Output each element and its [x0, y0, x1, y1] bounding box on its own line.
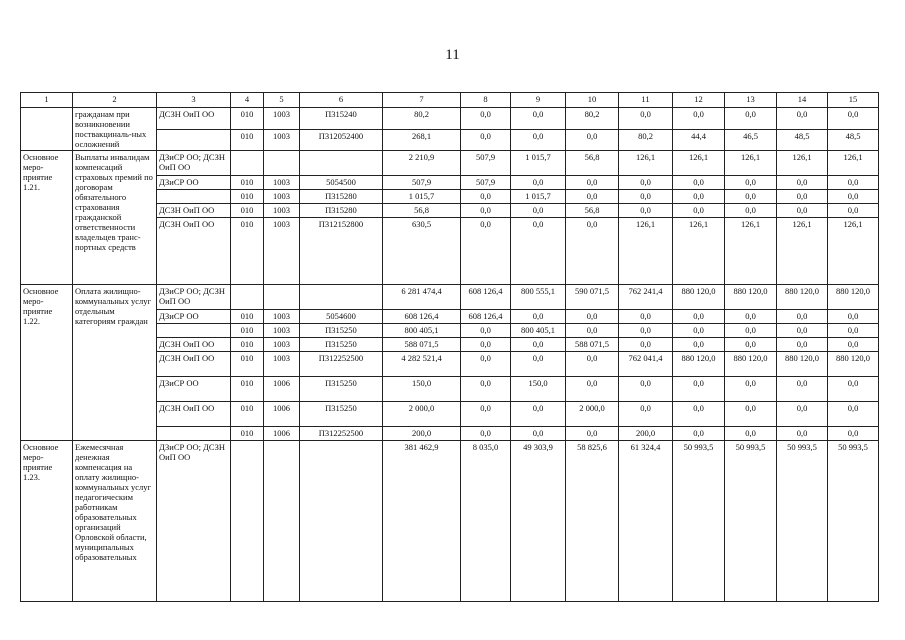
value-cell: 0,0 — [725, 190, 777, 204]
value-cell: 1 015,7 — [511, 151, 566, 176]
value-cell: 0,0 — [725, 377, 777, 402]
value-cell: 0,0 — [673, 402, 725, 427]
value-cell: 0,0 — [725, 176, 777, 190]
column-header: 2 — [73, 93, 157, 108]
value-cell: 0,0 — [511, 352, 566, 377]
grbs-cell: 010 — [231, 176, 264, 190]
value-cell: 0,0 — [619, 377, 673, 402]
csr-cell: П315250 — [300, 377, 383, 402]
value-cell: 0,0 — [619, 338, 673, 352]
value-cell: 0,0 — [725, 204, 777, 218]
grbs-cell: 010 — [231, 218, 264, 285]
value-cell: 880 120,0 — [725, 352, 777, 377]
value-cell: 0,0 — [777, 338, 828, 352]
value-cell: 126,1 — [725, 151, 777, 176]
csr-cell: П315250 — [300, 324, 383, 338]
rzpr-cell: 1003 — [264, 108, 300, 130]
csr-cell: П312252500 — [300, 427, 383, 441]
grbs-cell: 010 — [231, 352, 264, 377]
value-cell: 0,0 — [673, 377, 725, 402]
rzpr-cell: 1006 — [264, 377, 300, 402]
value-cell: 80,2 — [566, 108, 619, 130]
value-cell: 762 041,4 — [619, 352, 673, 377]
column-header: 3 — [157, 93, 231, 108]
value-cell: 0,0 — [461, 108, 511, 130]
value-cell: 0,0 — [828, 310, 879, 324]
grbs-cell: 010 — [231, 338, 264, 352]
value-cell: 608 126,4 — [383, 310, 461, 324]
value-cell: 0,0 — [828, 377, 879, 402]
value-cell: 507,9 — [461, 151, 511, 176]
value-cell: 880 120,0 — [828, 352, 879, 377]
value-cell: 2 000,0 — [383, 402, 461, 427]
rzpr-cell: 1003 — [264, 176, 300, 190]
value-cell: 48,5 — [777, 129, 828, 151]
executor-cell: ДЗиСР ОО — [157, 176, 231, 190]
value-cell: 0,0 — [777, 190, 828, 204]
value-cell: 0,0 — [511, 129, 566, 151]
value-cell: 46,5 — [725, 129, 777, 151]
value-cell: 608 126,4 — [461, 285, 511, 310]
rzpr-cell — [264, 285, 300, 310]
executor-cell: ДЗиСР ОО — [157, 310, 231, 324]
rzpr-cell: 1006 — [264, 402, 300, 427]
value-cell: 0,0 — [461, 324, 511, 338]
value-cell: 0,0 — [828, 324, 879, 338]
value-cell: 0,0 — [511, 176, 566, 190]
value-cell: 762 241,4 — [619, 285, 673, 310]
rzpr-cell: 1003 — [264, 129, 300, 151]
value-cell: 0,0 — [566, 218, 619, 285]
table-row — [21, 108, 879, 130]
value-cell: 0,0 — [619, 108, 673, 130]
value-cell: 0,0 — [725, 402, 777, 427]
executor-cell: ДЗиСР ОО; ДСЗН ОиП ОО — [157, 151, 231, 176]
csr-cell: П315280 — [300, 204, 383, 218]
grbs-cell — [231, 285, 264, 310]
value-cell: 0,0 — [511, 402, 566, 427]
value-cell: 126,1 — [828, 151, 879, 176]
value-cell: 0,0 — [673, 310, 725, 324]
measure-title — [21, 108, 73, 151]
value-cell: 880 120,0 — [673, 352, 725, 377]
value-cell: 800 405,1 — [383, 324, 461, 338]
value-cell: 0,0 — [777, 204, 828, 218]
value-cell: 880 120,0 — [777, 285, 828, 310]
grbs-cell: 010 — [231, 427, 264, 441]
value-cell: 0,0 — [725, 427, 777, 441]
value-cell: 2 210,9 — [383, 151, 461, 176]
value-cell: 0,0 — [673, 204, 725, 218]
value-cell: 1 015,7 — [383, 190, 461, 204]
value-cell: 507,9 — [461, 176, 511, 190]
column-header: 13 — [725, 93, 777, 108]
value-cell: 56,8 — [383, 204, 461, 218]
value-cell: 880 120,0 — [828, 285, 879, 310]
value-cell: 268,1 — [383, 129, 461, 151]
value-cell: 0,0 — [828, 402, 879, 427]
value-cell: 0,0 — [566, 352, 619, 377]
value-cell: 0,0 — [566, 129, 619, 151]
column-header: 5 — [264, 93, 300, 108]
value-cell: 588 071,5 — [566, 338, 619, 352]
grbs-cell: 010 — [231, 377, 264, 402]
value-cell: 0,0 — [777, 427, 828, 441]
value-cell: 507,9 — [383, 176, 461, 190]
value-cell: 0,0 — [461, 427, 511, 441]
value-cell: 0,0 — [673, 190, 725, 204]
value-cell: 0,0 — [619, 402, 673, 427]
value-cell: 4 282 521,4 — [383, 352, 461, 377]
value-cell: 8 035,0 — [461, 441, 511, 602]
csr-cell: П312152800 — [300, 218, 383, 285]
measure-description: Ежемесячная денежная компенсация на оплату жилищно-коммунальных услуг педагогическим работникам образовательных организаций Орловской области, муниципальных образовательных — [73, 441, 157, 602]
column-header: 9 — [511, 93, 566, 108]
value-cell: 0,0 — [566, 176, 619, 190]
value-cell: 50 993,5 — [673, 441, 725, 602]
executor-cell: ДЗиСР ОО; ДСЗН ОиП ОО — [157, 285, 231, 310]
value-cell: 61 324,4 — [619, 441, 673, 602]
value-cell: 0,0 — [511, 204, 566, 218]
value-cell: 0,0 — [777, 310, 828, 324]
executor-cell: ДСЗН ОиП ОО — [157, 204, 231, 218]
value-cell: 0,0 — [777, 108, 828, 130]
value-cell: 48,5 — [828, 129, 879, 151]
value-cell: 0,0 — [673, 427, 725, 441]
executor-cell — [157, 427, 231, 441]
rzpr-cell: 1003 — [264, 338, 300, 352]
rzpr-cell: 1003 — [264, 204, 300, 218]
value-cell: 0,0 — [828, 204, 879, 218]
value-cell: 800 405,1 — [511, 324, 566, 338]
value-cell: 630,5 — [383, 218, 461, 285]
value-cell: 0,0 — [828, 427, 879, 441]
value-cell: 0,0 — [725, 108, 777, 130]
column-header: 12 — [673, 93, 725, 108]
value-cell: 1 015,7 — [511, 190, 566, 204]
rzpr-cell: 1003 — [264, 324, 300, 338]
value-cell: 0,0 — [619, 176, 673, 190]
value-cell: 608 126,4 — [461, 310, 511, 324]
value-cell: 50 993,5 — [777, 441, 828, 602]
value-cell: 0,0 — [828, 176, 879, 190]
value-cell: 0,0 — [777, 176, 828, 190]
value-cell: 0,0 — [461, 352, 511, 377]
value-cell: 126,1 — [619, 151, 673, 176]
value-cell: 0,0 — [619, 190, 673, 204]
page-number: 11 — [445, 47, 460, 63]
value-cell: 44,4 — [673, 129, 725, 151]
value-cell: 50 993,5 — [725, 441, 777, 602]
value-cell: 126,1 — [673, 151, 725, 176]
grbs-cell: 010 — [231, 324, 264, 338]
grbs-cell — [231, 441, 264, 602]
budget-table — [20, 92, 879, 602]
value-cell: 80,2 — [383, 108, 461, 130]
value-cell: 126,1 — [673, 218, 725, 285]
value-cell: 0,0 — [777, 324, 828, 338]
value-cell: 0,0 — [566, 377, 619, 402]
grbs-cell: 010 — [231, 402, 264, 427]
rzpr-cell: 1003 — [264, 310, 300, 324]
csr-cell: П315250 — [300, 402, 383, 427]
value-cell: 0,0 — [828, 190, 879, 204]
value-cell: 6 281 474,4 — [383, 285, 461, 310]
grbs-cell: 010 — [231, 204, 264, 218]
value-cell: 150,0 — [511, 377, 566, 402]
value-cell: 0,0 — [673, 176, 725, 190]
column-header: 11 — [619, 93, 673, 108]
value-cell: 0,0 — [673, 324, 725, 338]
value-cell: 0,0 — [619, 204, 673, 218]
value-cell: 0,0 — [566, 324, 619, 338]
value-cell: 0,0 — [777, 377, 828, 402]
value-cell: 2 000,0 — [566, 402, 619, 427]
column-header: 8 — [461, 93, 511, 108]
executor-cell: ДСЗН ОиП ОО — [157, 108, 231, 130]
rzpr-cell: 1006 — [264, 427, 300, 441]
measure-description: гражданам при возникновении поствакциналь-ных осложнений — [73, 108, 157, 151]
measure-title: Основное меро-приятие 1.22. — [21, 285, 73, 441]
value-cell: 0,0 — [511, 108, 566, 130]
csr-cell: П315280 — [300, 190, 383, 204]
value-cell: 126,1 — [777, 218, 828, 285]
executor-cell: ДСЗН ОиП ОО — [157, 352, 231, 377]
column-header: 4 — [231, 93, 264, 108]
csr-cell: П312252500 — [300, 352, 383, 377]
executor-cell: ДЗиСР ОО; ДСЗН ОиП ОО — [157, 441, 231, 602]
rzpr-cell: 1003 — [264, 218, 300, 285]
value-cell: 0,0 — [777, 402, 828, 427]
value-cell: 0,0 — [511, 427, 566, 441]
executor-cell: ДСЗН ОиП ОО — [157, 402, 231, 427]
value-cell: 0,0 — [461, 338, 511, 352]
executor-cell — [157, 129, 231, 151]
rzpr-cell: 1003 — [264, 190, 300, 204]
value-cell: 150,0 — [383, 377, 461, 402]
value-cell: 880 120,0 — [673, 285, 725, 310]
value-cell: 56,8 — [566, 151, 619, 176]
value-cell: 0,0 — [461, 190, 511, 204]
column-header: 7 — [383, 93, 461, 108]
value-cell: 0,0 — [566, 427, 619, 441]
value-cell: 0,0 — [725, 338, 777, 352]
grbs-cell: 010 — [231, 190, 264, 204]
executor-cell: ДСЗН ОиП ОО — [157, 218, 231, 285]
value-cell: 381 462,9 — [383, 441, 461, 602]
measure-title: Основное меро-приятие 1.21. — [21, 151, 73, 285]
value-cell: 0,0 — [511, 218, 566, 285]
value-cell: 126,1 — [619, 218, 673, 285]
column-header: 15 — [828, 93, 879, 108]
value-cell: 0,0 — [511, 310, 566, 324]
executor-cell — [157, 190, 231, 204]
table-row — [21, 285, 879, 310]
value-cell: 0,0 — [461, 204, 511, 218]
value-cell: 50 993,5 — [828, 441, 879, 602]
executor-cell: ДСЗН ОиП ОО — [157, 338, 231, 352]
rzpr-cell — [264, 151, 300, 176]
value-cell: 0,0 — [725, 324, 777, 338]
measure-description: Оплата жилищно-коммунальных услуг отдельным категориям граждан — [73, 285, 157, 441]
measure-title: Основное меро-приятие 1.23. — [21, 441, 73, 602]
value-cell: 0,0 — [461, 402, 511, 427]
csr-cell: П312052400 — [300, 129, 383, 151]
csr-cell: П315240 — [300, 108, 383, 130]
column-header: 6 — [300, 93, 383, 108]
value-cell: 0,0 — [566, 190, 619, 204]
value-cell: 0,0 — [725, 310, 777, 324]
csr-cell — [300, 441, 383, 602]
column-header: 14 — [777, 93, 828, 108]
value-cell: 0,0 — [566, 310, 619, 324]
executor-cell: ДЗиСР ОО — [157, 377, 231, 402]
measure-description: Выплаты инвалидам компенсаций страховых премий по договорам обязательного страхования гражданской ответственности владельцев транс-портных средств — [73, 151, 157, 285]
grbs-cell — [231, 151, 264, 176]
value-cell: 880 120,0 — [725, 285, 777, 310]
grbs-cell: 010 — [231, 108, 264, 130]
csr-cell: П315250 — [300, 338, 383, 352]
value-cell: 126,1 — [828, 218, 879, 285]
csr-cell — [300, 151, 383, 176]
value-cell: 126,1 — [777, 151, 828, 176]
executor-cell — [157, 324, 231, 338]
value-cell: 200,0 — [383, 427, 461, 441]
header-row — [21, 93, 879, 108]
rzpr-cell — [264, 441, 300, 602]
value-cell: 58 825,6 — [566, 441, 619, 602]
grbs-cell: 010 — [231, 129, 264, 151]
value-cell: 0,0 — [828, 108, 879, 130]
value-cell: 80,2 — [619, 129, 673, 151]
value-cell: 0,0 — [673, 108, 725, 130]
value-cell: 800 555,1 — [511, 285, 566, 310]
value-cell: 49 303,9 — [511, 441, 566, 602]
column-header: 10 — [566, 93, 619, 108]
grbs-cell: 010 — [231, 310, 264, 324]
csr-cell: 5054500 — [300, 176, 383, 190]
value-cell: 0,0 — [461, 129, 511, 151]
csr-cell: 5054600 — [300, 310, 383, 324]
value-cell: 0,0 — [673, 338, 725, 352]
value-cell: 200,0 — [619, 427, 673, 441]
column-header: 1 — [21, 93, 73, 108]
table-row — [21, 441, 879, 602]
csr-cell — [300, 285, 383, 310]
value-cell: 0,0 — [619, 324, 673, 338]
value-cell: 0,0 — [461, 218, 511, 285]
value-cell: 590 071,5 — [566, 285, 619, 310]
value-cell: 880 120,0 — [777, 352, 828, 377]
value-cell: 588 071,5 — [383, 338, 461, 352]
value-cell: 56,8 — [566, 204, 619, 218]
value-cell: 0,0 — [511, 338, 566, 352]
value-cell: 126,1 — [725, 218, 777, 285]
value-cell: 0,0 — [828, 338, 879, 352]
rzpr-cell: 1003 — [264, 352, 300, 377]
value-cell: 0,0 — [619, 310, 673, 324]
table-row — [21, 151, 879, 176]
value-cell: 0,0 — [461, 377, 511, 402]
